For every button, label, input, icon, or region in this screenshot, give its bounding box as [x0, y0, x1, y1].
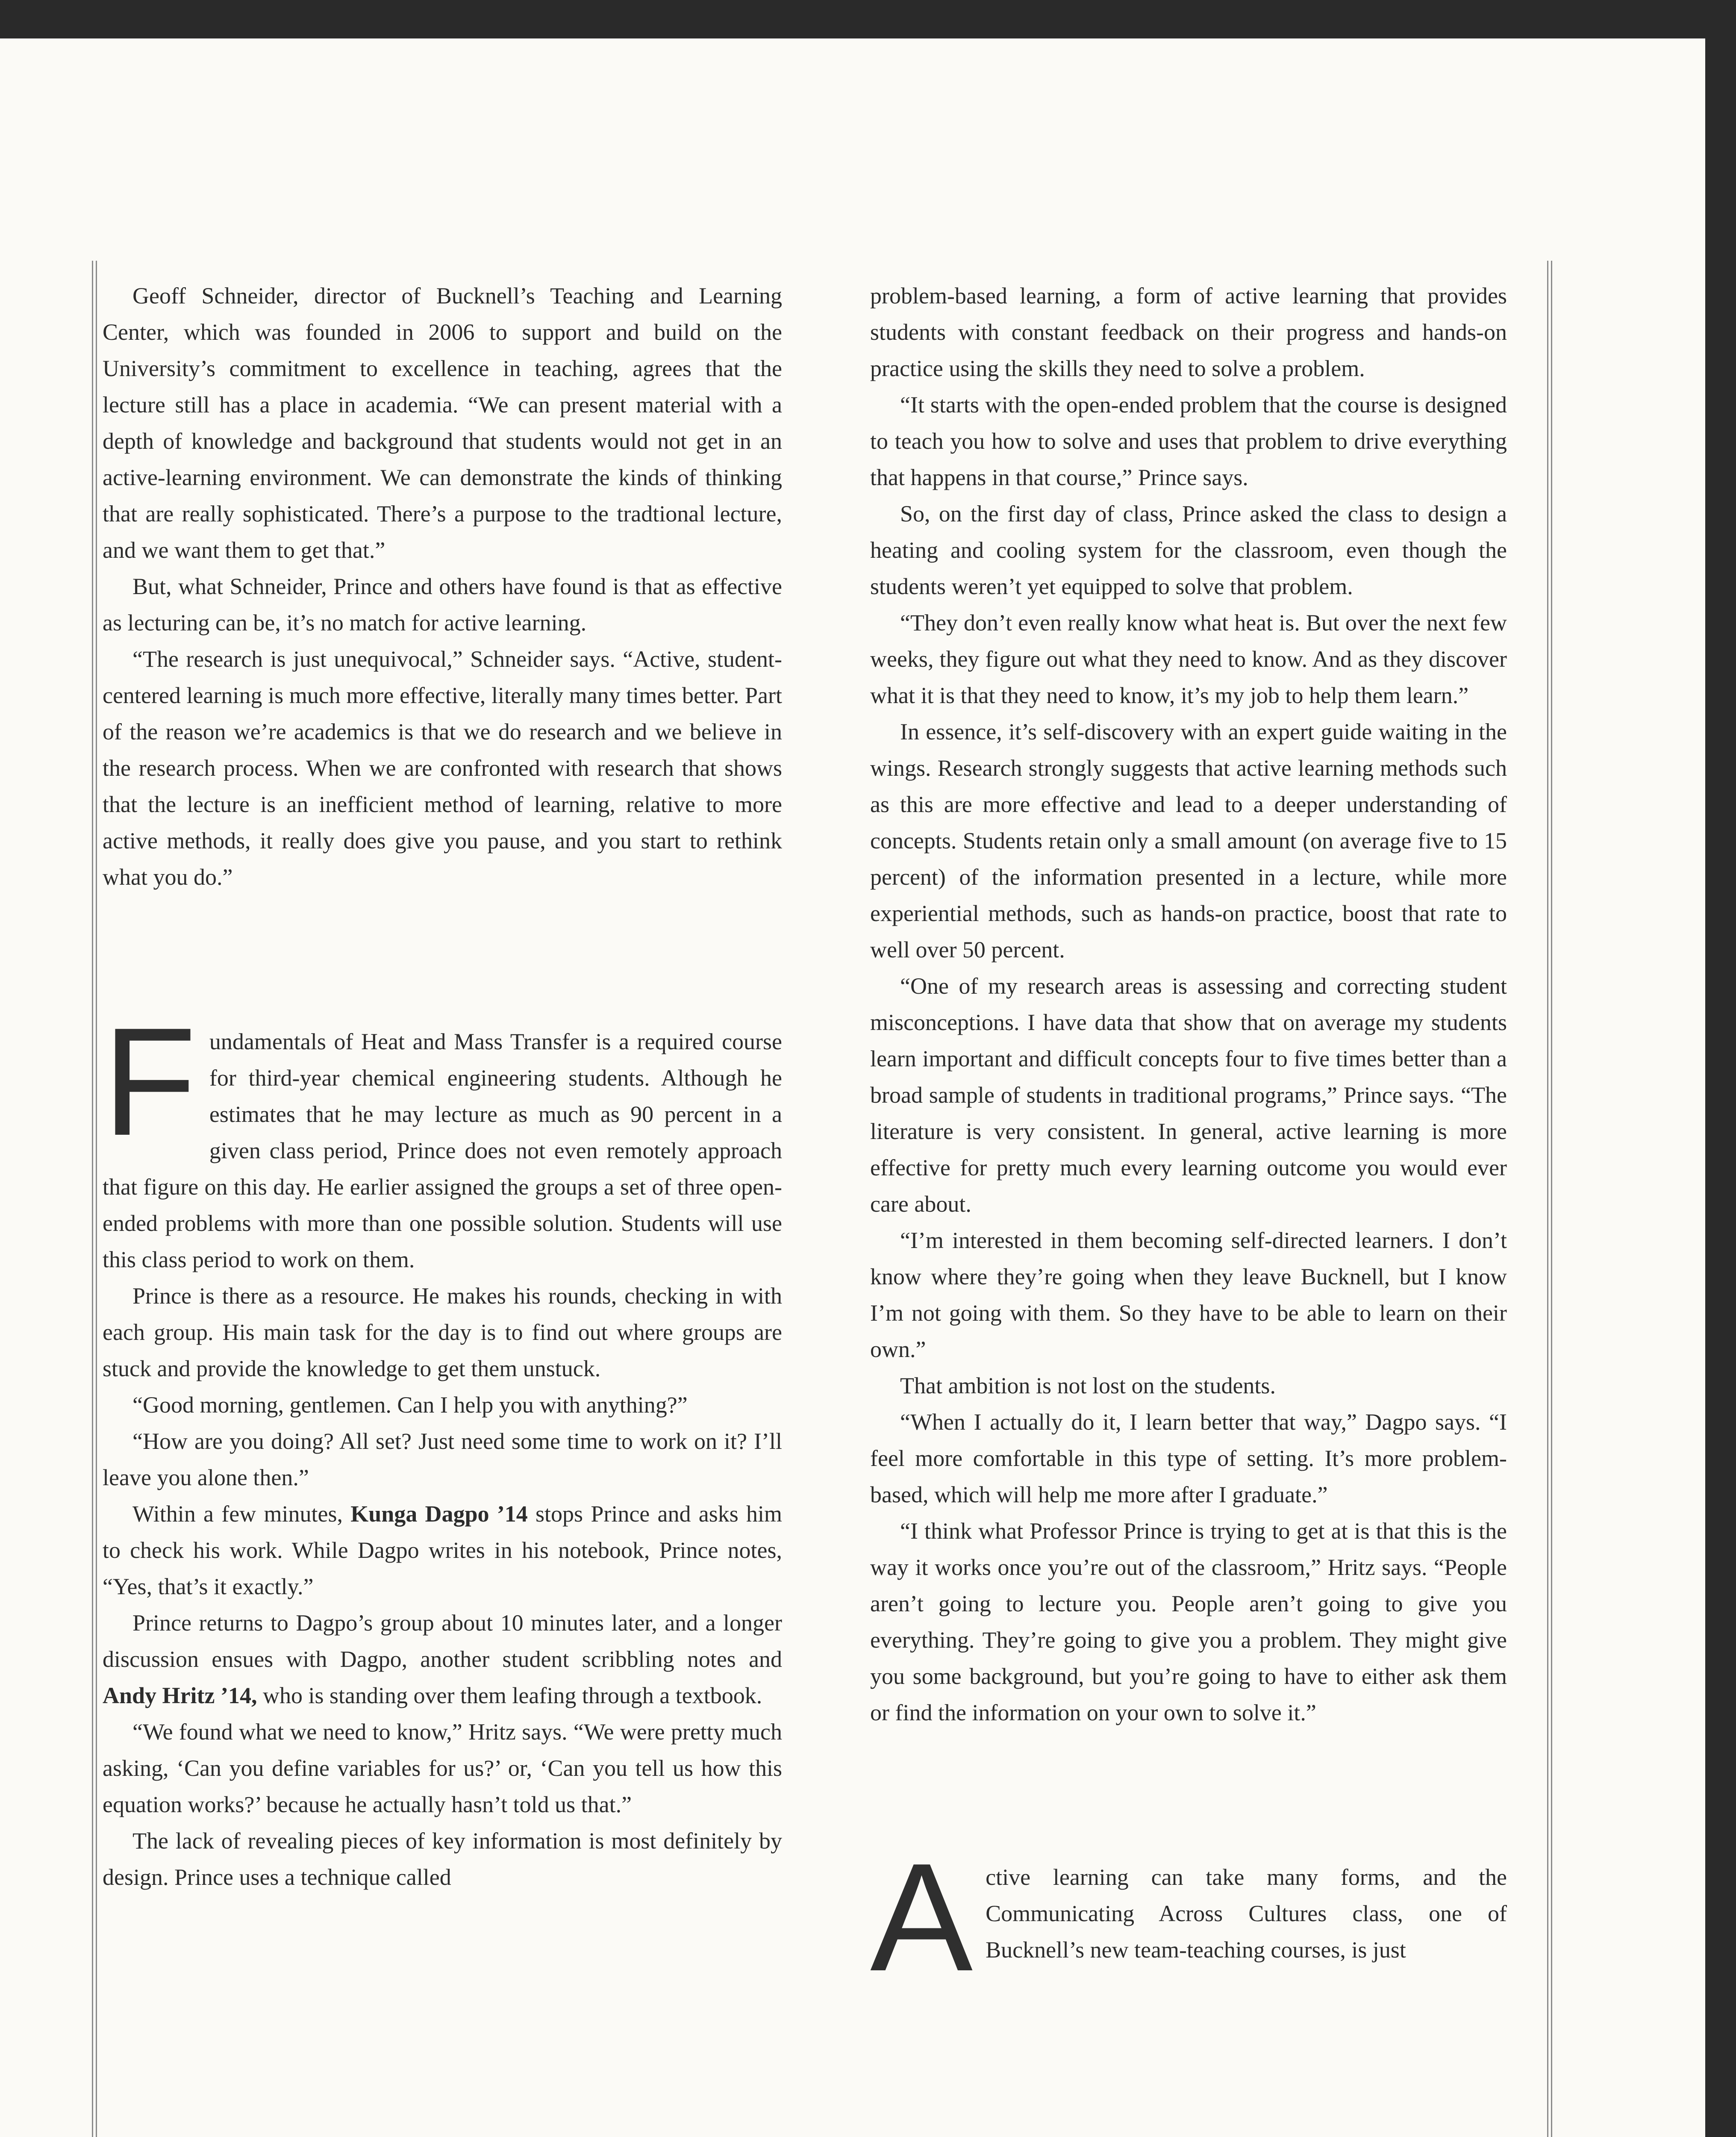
right-column-rule: [1547, 261, 1548, 2137]
paragraph: undamentals of Heat and Mass Transfer is a required course for third-year chemical engineering students. Although he estimates that he may lecture as much as 90 percent in a given class period, Prince does not even remotely approach that figure on this day. He earlier assigned the groups a set of three open-ended problems with more than one possible solution. Students will use this class period to work on them.: [103, 1029, 782, 1272]
paragraph: “One of my research areas is assessing and correcting student misconceptions. I have data that show that on average my students learn important and difficult concepts four to five times better than a broad sample of students in traditional programs,” Prince says. “The literature is very consistent. In general, active learning is more effective for pretty much every learning outcome you would ever care about.: [870, 973, 1507, 1217]
paragraph: Geoff Schneider, director of Bucknell’s Teaching and Learning Center, which was founded in 2006 to support and build on the University’s commitment to excellence in teaching, agrees that the lecture still has a place in academia. “We can present material with a depth of knowledge and background that students would not get in an active-learning environment. We can demonstrate the kinds of thinking that are really sophisticated. There’s a purpose to the tradtional lecture, and we want them to get that.”: [103, 283, 782, 563]
paragraph: “The research is just unequivocal,” Schneider says. “Active, student-centered learning is much more effective, literally many times better. Part of the reason we’re academics is that we do research and we believe in the research process. When we are confronted with research that shows that the lecture is an inefficient method of learning, relative to more active methods, it really does give you pause, and you start to rethink what you do.”: [103, 646, 782, 890]
paragraph: Prince is there as a resource. He makes his rounds, checking in with each group. His main task for the day is to find out where groups are stuck and provide the knowledge to get them unstuck.: [103, 1283, 782, 1381]
paragraph: “I’m interested in them becoming self-directed learners. I don’t know where they’re going when they leave Bucknell, but I know I’m not going with them. So they have to be able to learn on their own.”: [870, 1227, 1507, 1362]
paragraph: In essence, it’s self-discovery with an expert guide waiting in the wings. Research strongly suggests that active learning methods such as this are more effective and lead to a deeper understanding of concepts. Students retain only a small amount (on average five to 15 percent) of the information presented in a lecture, while more experiential methods, such as hands-on practice, boost that rate to well over 50 percent.: [870, 719, 1507, 963]
left-column-rule: [92, 261, 93, 2137]
paragraph: The lack of revealing pieces of key information is most definitely by design. Prince uses a technique called: [103, 1828, 782, 1890]
student-name: Kunga Dagpo ’14: [350, 1501, 528, 1527]
text: Within a few minutes,: [132, 1501, 351, 1527]
paragraph: That ambition is not lost on the students.: [900, 1373, 1276, 1398]
text: who is standing over them leafing through a textbook.: [257, 1683, 762, 1708]
paragraph: “It starts with the open-ended problem that the course is designed to teach you how to solve and uses that problem to drive everything that happens in that course,” Prince says.: [870, 392, 1507, 490]
section-break: [103, 996, 782, 1278]
right-column: [870, 278, 1507, 2003]
paragraph: problem-based learning, a form of active learning that provides students with constant feedback on their progress and hands-on practice using the skills they need to solve a problem.: [870, 283, 1507, 381]
paragraph: But, what Schneider, Prince and others have found is that as effective as lecturing can be, it’s no match for active learning.: [103, 574, 782, 636]
text: Prince returns to Dagpo’s group about 10 minutes later, and a longer discussion ensues with Dagpo, another student scribbling notes and: [103, 1610, 782, 1672]
left-column: [103, 278, 782, 1896]
paragraph: “Good morning, gentlemen. Can I help you with anything?”: [132, 1392, 688, 1418]
paragraph: [103, 1496, 782, 1605]
paragraph: ctive learning can take many forms, and the Communicating Across Cultures class, one of Bucknell’s new team-teaching courses, is just: [986, 1864, 1507, 1963]
section-break: [870, 1831, 1507, 2003]
paragraph: “They don’t even really know what heat is. But over the next few weeks, they figure out what they need to know. And as they discover what it is that they need to know, it’s my job to help them learn.”: [870, 610, 1507, 708]
paragraph: “When I actually do it, I learn better that way,” Dagpo says. “I feel more comfortable in this type of setting. It’s more problem-based, which will help me more after I graduate.”: [870, 1409, 1507, 1507]
text: stops Prince and asks him to check his work. While Dagpo writes in his notebook, Prince notes, “Yes, that’s it exactly.”: [103, 1501, 782, 1599]
paragraph: “We found what we need to know,” Hritz says. “We were pretty much asking, ‘Can you define variables for us?’ or, ‘Can you tell us how this equation works?’ because he actually hasn’t told us that.”: [103, 1719, 782, 1817]
paragraph: “I think what Professor Prince is trying to get at is that this is the way it works once you’re out of the classroom,” Hritz says. “People aren’t going to lecture you. People aren’t going to give you everything. They’re going to give you a problem. They might give you some background, but you’re going to have to either ask them or find the information on your own to solve it.”: [870, 1518, 1507, 1725]
magazine-page: [0, 38, 1705, 2137]
paragraph: So, on the first day of class, Prince asked the class to design a heating and cooling system for the classroom, even though the students weren’t yet equipped to solve that problem.: [870, 501, 1507, 599]
drop-cap-f: F: [103, 996, 197, 1168]
paragraph: [103, 1605, 782, 1714]
paragraph: “How are you doing? All set? Just need some time to work on it? I’ll leave you alone then.”: [103, 1428, 782, 1490]
drop-cap-a: A: [870, 1831, 973, 2003]
student-name: Andy Hritz ’14,: [103, 1683, 257, 1708]
